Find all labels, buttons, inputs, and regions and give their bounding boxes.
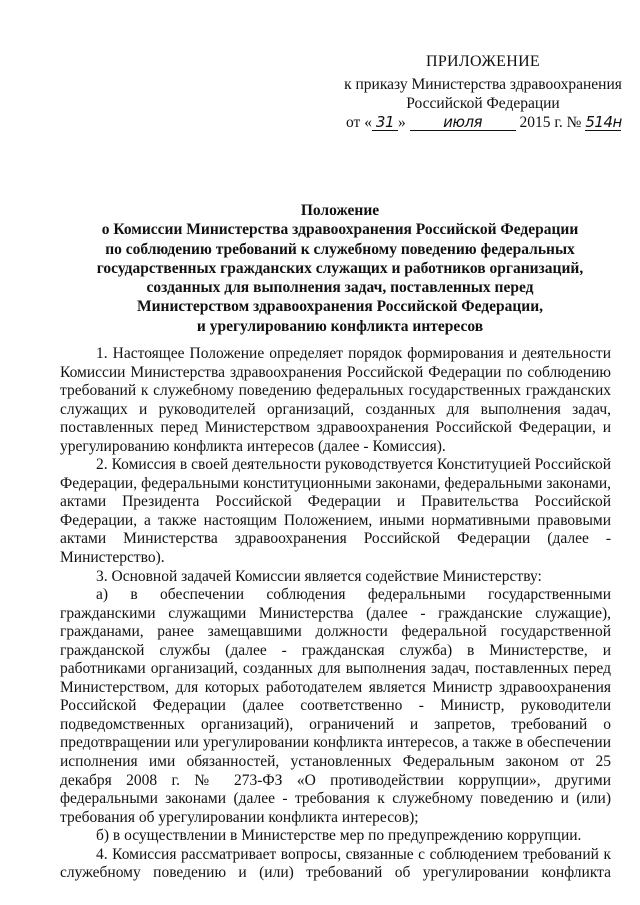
paragraph-1: 1. Настоящее Положение определяет порядок формирования и деятельности Комиссии Министерства здравоохранения Российской Федерации по соблюдению требований к служебному поведению федеральных государственных гражданских служащих и руководителей организаций, созданных для выполнения задач, поставленных перед Министерством здравоохранения Российской Федерации, и урегулированию конфликта интересов (далее - Комиссия).	[60, 345, 611, 455]
appendix-order-ref: к приказу Министерства здравоохранения	[344, 76, 622, 93]
appendix-title: ПРИЛОЖЕНИЕ	[425, 53, 540, 70]
paragraph-3a: а) в обеспечении соблюдения федеральными государственными гражданскими служащими Министерства (далее - гражданские служащие), гражданами, ранее замещавшими должности федеральной государственной гражданской службы (далее - гражданская служба) в Министерстве, и работниками организаций, созданных для выполнения задач, поставленных перед Министерством, для которых работодателем является Министр здравоохранения Российской Федерации (далее соответственно - Министр, руководители подведомственных организаций), ограничений и запретов, требований о предотвращении или урегулировании конфликта интересов, а также в обеспечении исполнения ими обязанностей, установленных Федеральным законом от 25 декабря 2008 г. № 273-ФЗ «О противодействии коррупции», другими федеральными законами (далее - требования к служебному поведению и (или) требования об урегулировании конфликта интересов);	[60, 586, 611, 826]
paragraph-3: 3. Основной задачей Комиссии является содействие Министерству:	[96, 567, 542, 585]
handwritten-day: 31	[375, 113, 394, 131]
heading-line: Положение	[300, 202, 380, 219]
document-body	[60, 345, 611, 883]
handwritten-order-number: 514н	[585, 113, 622, 131]
date-year: 2015 г. №	[519, 114, 582, 131]
heading-line: о Комиссии Министерства здравоохранения Российской Федерации	[101, 221, 579, 239]
heading-line: Министерством здравоохранения Российской Федерации,	[136, 298, 543, 316]
appendix-ministry-name: Российской Федерации	[406, 95, 560, 112]
heading-line: и урегулированию конфликта интересов	[196, 317, 484, 335]
heading-line: созданных для выполнения задач, поставленных перед	[146, 279, 534, 297]
document-heading	[60, 201, 620, 336]
paragraph-2: 2. Комиссия в своей деятельности руководствуется Конституцией Российской Федерации, федеральными конституционными законами, федеральными законами, актами Президента Российской Федерации и Правительства Российской Федерации, а также настоящим Положением, иными нормативными правовыми актами Министерства здравоохранения Российской Федерации (далее - Министерство).	[60, 456, 611, 567]
appendix-block	[338, 52, 628, 132]
date-separator: »	[397, 114, 406, 131]
heading-line: по соблюдению требований к служебному поведению федеральных	[105, 240, 575, 258]
handwritten-month: июля	[443, 113, 483, 131]
paragraph-3b: б) в осуществлении в Министерстве мер по предупреждению коррупции.	[96, 827, 582, 845]
date-prefix: от «	[346, 114, 372, 131]
paragraph-4: 4. Комиссия рассматривает вопросы, связанные с соблюдением требований к служебному поведению и (или) требований об урегулировании конфликта	[60, 845, 611, 882]
appendix-date-line	[338, 113, 628, 132]
heading-line: государственных гражданских служащих и работников организаций,	[96, 259, 584, 277]
